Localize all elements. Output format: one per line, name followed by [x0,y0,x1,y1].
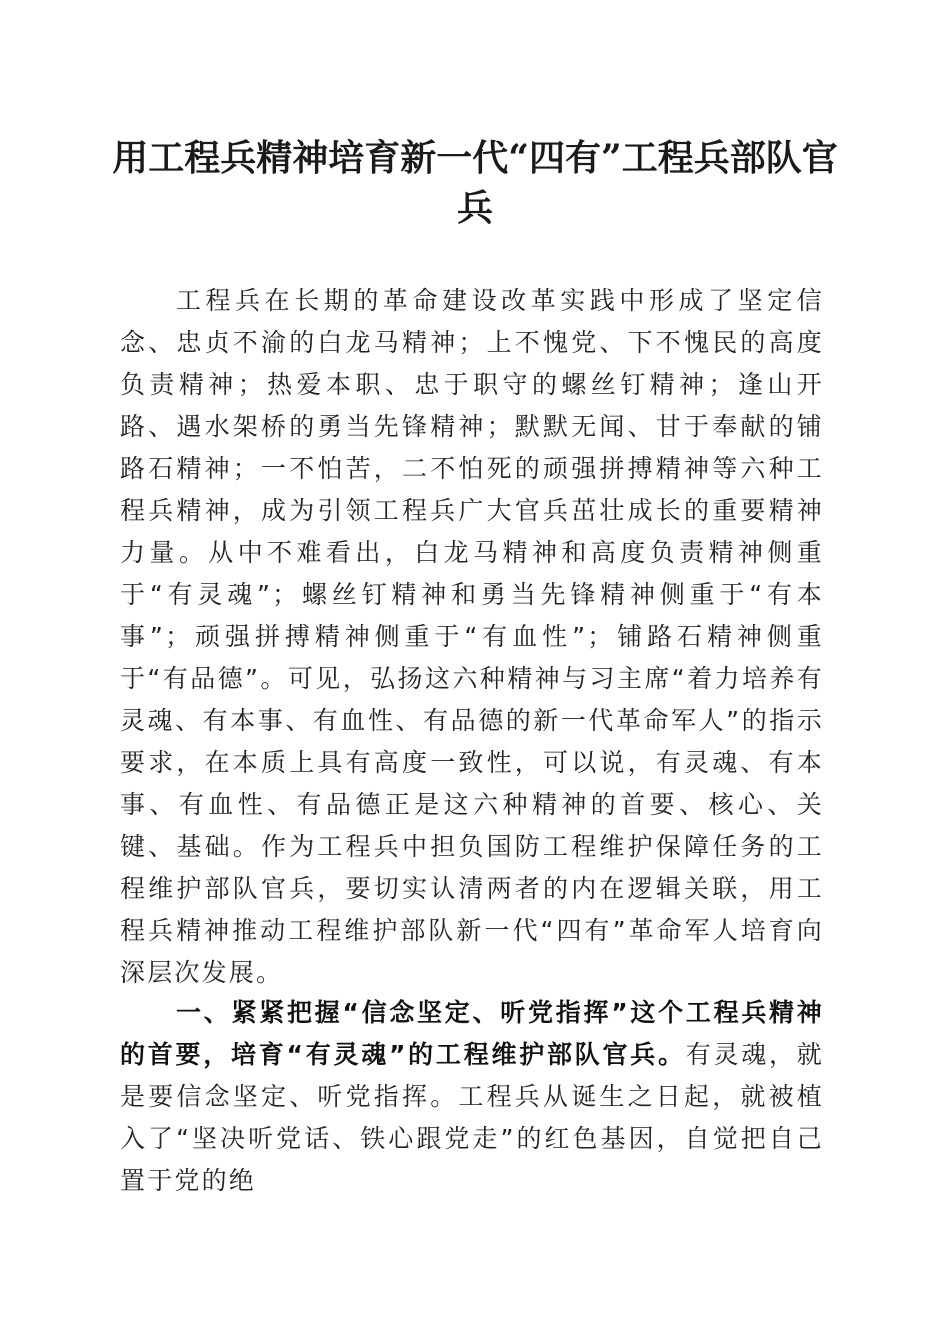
section-one-heading: 一、紧紧把握“信念坚定、听党指挥”这个工程兵精神的首要，培育“有灵魂”的工程维护部队官兵。 [120,998,824,1069]
section-one-paragraph [120,992,824,1202]
section-one-text: 有灵魂，就是要信念坚定、听党指挥。工程兵从诞生之日起，就被植入了“坚决听党话、铁心跟党走”的红色基因，自觉把自己置于党的绝 [120,1040,824,1195]
document-title: 用工程兵精神培育新一代“四有”工程兵部队官兵 [112,137,838,229]
intro-paragraph: 工程兵在长期的革命建设改革实践中形成了坚定信念、忠贞不渝的白龙马精神；上不愧党、下不愧民的高度负责精神；热爱本职、忠于职守的螺丝钉精神；逢山开路、遇水架桥的勇当先锋精神；默默无闻、甘于奉献的铺路石精神；一不怕苦，二不怕死的顽强拼搏精神等六种工程兵精神，成为引领工程兵广大官兵茁壮成长的重要精神力量。从中不难看出，白龙马精神和高度负责精神侧重于“有灵魂”；螺丝钉精神和勇当先锋精神侧重于“有本事”；顽强拼搏精神侧重于“有血性”；铺路石精神侧重于“有品德”。可见，弘扬这六种精神与习主席“着力培养有灵魂、有本事、有血性、有品德的新一代革命军人”的指示要求，在本质上具有高度一致性，可以说，有灵魂、有本事、有血性、有品德正是这六种精神的首要、核心、关键、基础。作为工程兵中担负国防工程维护保障任务的工程维护部队官兵，要切实认清两者的内在逻辑关联，用工程兵精神推动工程维护部队新一代“四有”革命军人培育向深层次发展。 [120,286,824,987]
